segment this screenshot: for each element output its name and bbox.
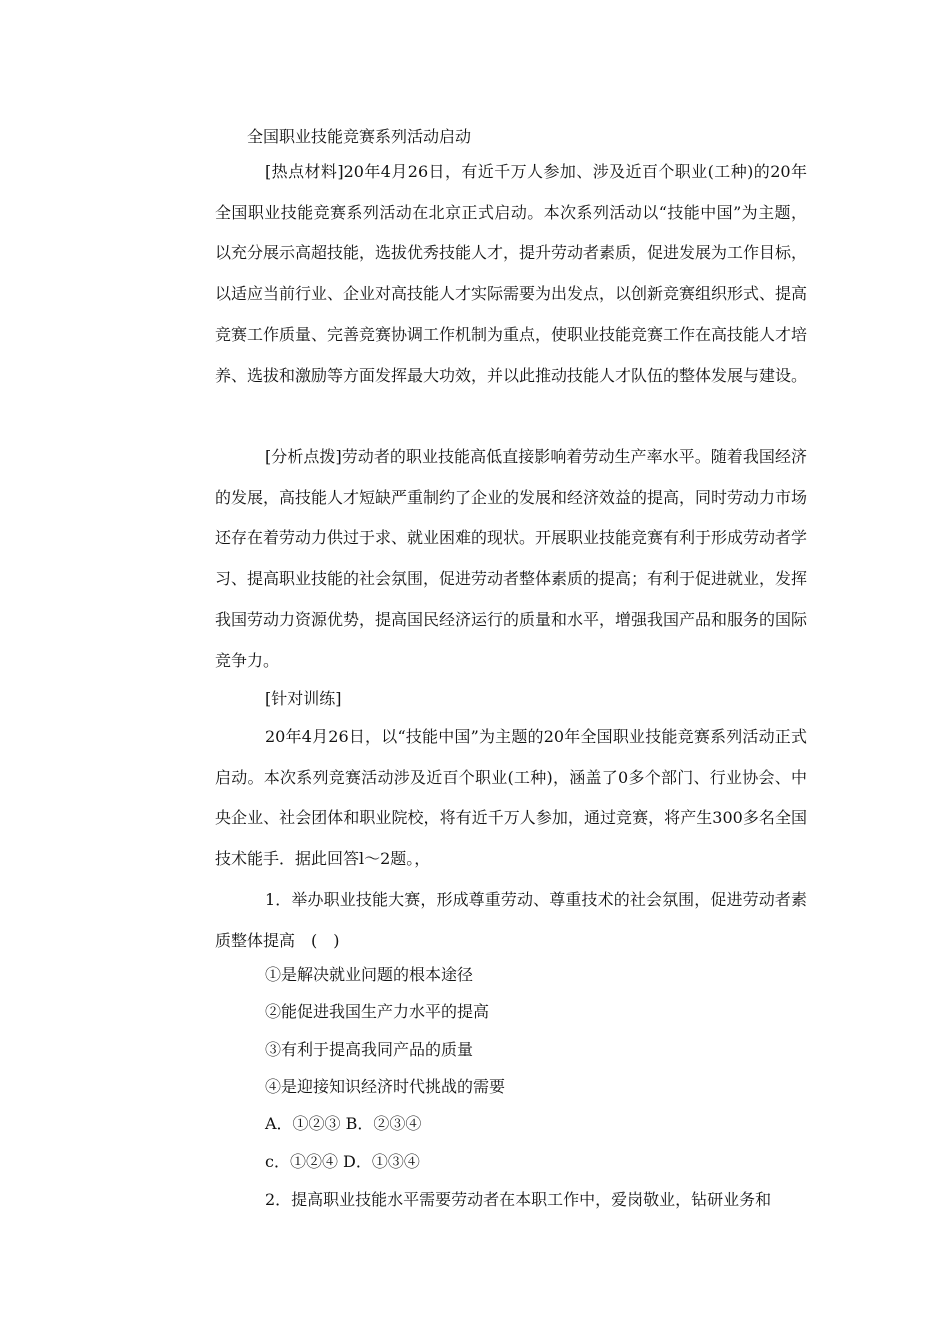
option-4: ④是迎接知识经济时代挑战的需要 bbox=[265, 1077, 506, 1096]
option-3: ③有利于提高我同产品的质量 bbox=[265, 1040, 474, 1059]
option-1: ①是解决就业问题的根本途径 bbox=[265, 965, 474, 984]
analysis-paragraph: [分析点拨]劳动者的职业技能高低直接影响着劳动生产率水平。随着我国经济的发展，高技能人才短缺严重制约了企业的发展和经济效益的提高，同时劳动力市场还存在着劳动力供过于求、就业困难的现状。开展职业技能竞赛有利于形成劳动者学习、提高职业技能的社会氛围，促进劳动者整体素质的提高；有利于促进就业，发挥我国劳动力资源优势，提高国民经济运行的质量和水平，增强我国产品和服务的国际竞争力。 bbox=[215, 447, 808, 670]
option-2: ②能促进我国生产力水平的提高 bbox=[265, 1002, 490, 1021]
document-title: 全国职业技能竞赛系列活动启动 bbox=[247, 127, 472, 146]
hot-material-paragraph: [热点材料]20年4月26日，有近千万人参加、涉及近百个职业(工种)的20年全国职业技能竞赛系列活动在北京正式启动。本次系列活动以“技能中国”为主题，以充分展示高超技能，选拔优秀技能人才，提升劳动者素质，促进发展为工作目标，以适应当前行业、企业对高技能人才实际需要为出发点，以创新竞赛组织形式、提高竞赛工作质量、完善竞赛协调工作机制为重点，使职业技能竞赛工作在高技能人才培养、选拔和激励等方面发挥最大功效，并以此推动技能人才队伍的整体发展与建设。 bbox=[215, 162, 808, 385]
question-2: 2．提高职业技能水平需要劳动者在本职工作中，爱岗敬业，钻研业务和 bbox=[265, 1190, 772, 1209]
training-label: [针对训练] bbox=[265, 689, 342, 708]
answer-choices-cd: c．①②④ D．①③④ bbox=[265, 1152, 420, 1171]
training-intro-paragraph: 20年4月26日，以“技能中国”为主题的20年全国职业技能竞赛系列活动正式启动。本次系列竞赛活动涉及近百个职业(工种)，涵盖了0多个部门、行业协会、中央企业、社会团体和职业院校，将有近千万人参加，通过竞赛，将产生300多名全国技术能手．据此回答l～2题。， bbox=[215, 727, 807, 869]
answer-choices-ab: A．①②③ B．②③④ bbox=[265, 1114, 422, 1133]
question-1: 1．举办职业技能大赛，形成尊重劳动、尊重技术的社会氛围，促进劳动者素质整体提高 ( ) bbox=[215, 890, 807, 950]
